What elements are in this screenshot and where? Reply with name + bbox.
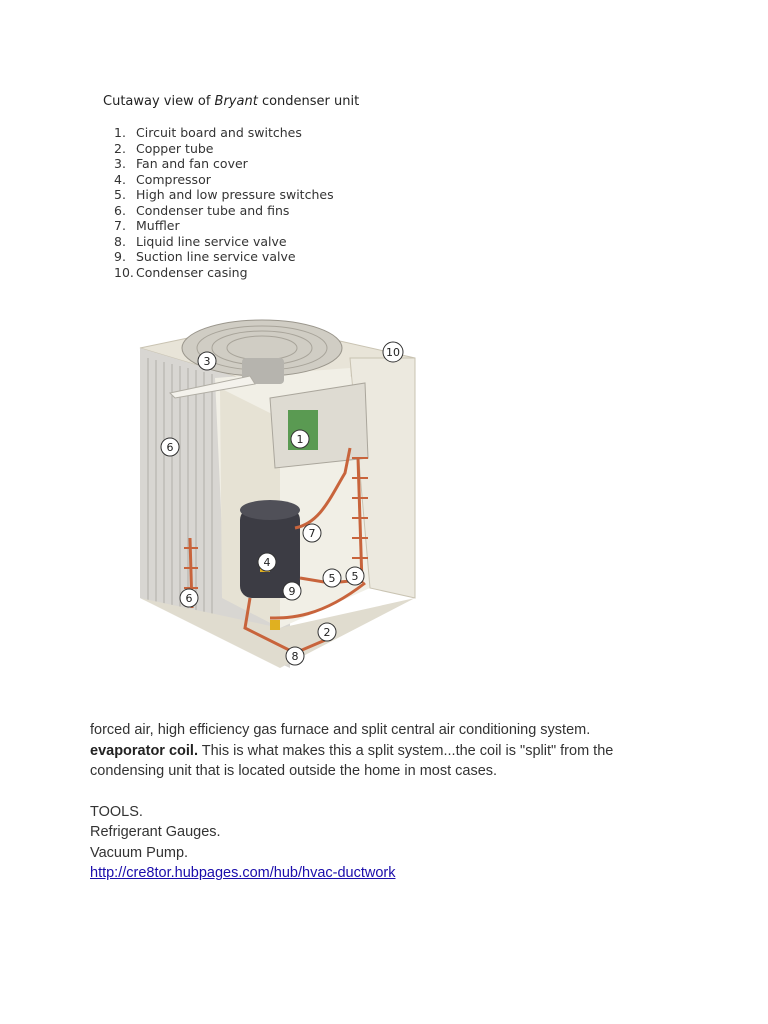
hubpages-link[interactable]: http://cre8tor.hubpages.com/hub/hvac-ductwork bbox=[90, 865, 396, 881]
paragraph-line: forced air, high efficiency gas furnace and split central air conditioning system. bbox=[90, 722, 591, 738]
svg-text:7: 7 bbox=[308, 527, 316, 540]
callout-badge bbox=[291, 430, 309, 448]
callout-badge bbox=[303, 524, 321, 542]
callout-badge bbox=[286, 647, 304, 665]
callout-badge bbox=[346, 567, 364, 585]
tool-item: Refrigerant Gauges. bbox=[90, 824, 221, 840]
callout-badge bbox=[383, 342, 403, 362]
list-item: 1. Circuit board and switches bbox=[114, 125, 302, 140]
figure-caption bbox=[103, 94, 359, 109]
svg-text:2: 2 bbox=[323, 626, 331, 639]
callout-badge bbox=[283, 582, 301, 600]
list-item: 9. Suction line service valve bbox=[114, 249, 296, 264]
tool-item: Vacuum Pump. bbox=[90, 844, 189, 861]
svg-text:5: 5 bbox=[351, 570, 359, 583]
list-item: 2. Copper tube bbox=[114, 140, 214, 156]
bold-term: evaporator coil. bbox=[90, 742, 198, 759]
paragraph-line: evaporator coil. This is what makes this a split system...the coil is "split" from the bbox=[90, 742, 614, 759]
callout-badge bbox=[161, 438, 179, 456]
callout-badge bbox=[318, 623, 336, 641]
callout-badge bbox=[323, 569, 341, 587]
callout-badge bbox=[198, 352, 216, 370]
svg-text:5: 5 bbox=[328, 572, 336, 585]
list-item: 7. Muffler bbox=[114, 218, 180, 233]
svg-text:3: 3 bbox=[203, 355, 211, 368]
caption-suffix: condenser unit bbox=[261, 94, 360, 109]
caption-prefix: Cutaway view of bbox=[103, 94, 211, 109]
list-item: 6. Condenser tube and fins bbox=[114, 202, 290, 218]
svg-text:4: 4 bbox=[263, 556, 271, 569]
tools-heading: TOOLS. bbox=[90, 803, 143, 820]
callout-badge bbox=[180, 589, 198, 607]
svg-text:8: 8 bbox=[291, 650, 299, 663]
list-item: 4. Compressor bbox=[114, 171, 211, 187]
svg-text:1: 1 bbox=[296, 433, 304, 446]
parts-list bbox=[94, 125, 334, 280]
caption-brand: Bryant bbox=[214, 94, 258, 109]
list-item: 10. Condenser casing bbox=[114, 264, 248, 280]
list-item: 8. Liquid line service valve bbox=[114, 233, 287, 249]
callout-badge bbox=[258, 553, 276, 571]
condenser-cutaway-illustration bbox=[130, 298, 420, 678]
body-text bbox=[90, 720, 690, 884]
svg-text:6: 6 bbox=[185, 592, 193, 605]
svg-text:9: 9 bbox=[288, 585, 296, 598]
list-item: 5. High and low pressure switches bbox=[114, 187, 334, 202]
svg-text:10: 10 bbox=[386, 346, 400, 359]
paragraph-line: condensing unit that is located outside the home in most cases. bbox=[90, 763, 498, 779]
list-item: 3. Fan and fan cover bbox=[114, 156, 248, 171]
svg-text:6: 6 bbox=[166, 441, 174, 454]
